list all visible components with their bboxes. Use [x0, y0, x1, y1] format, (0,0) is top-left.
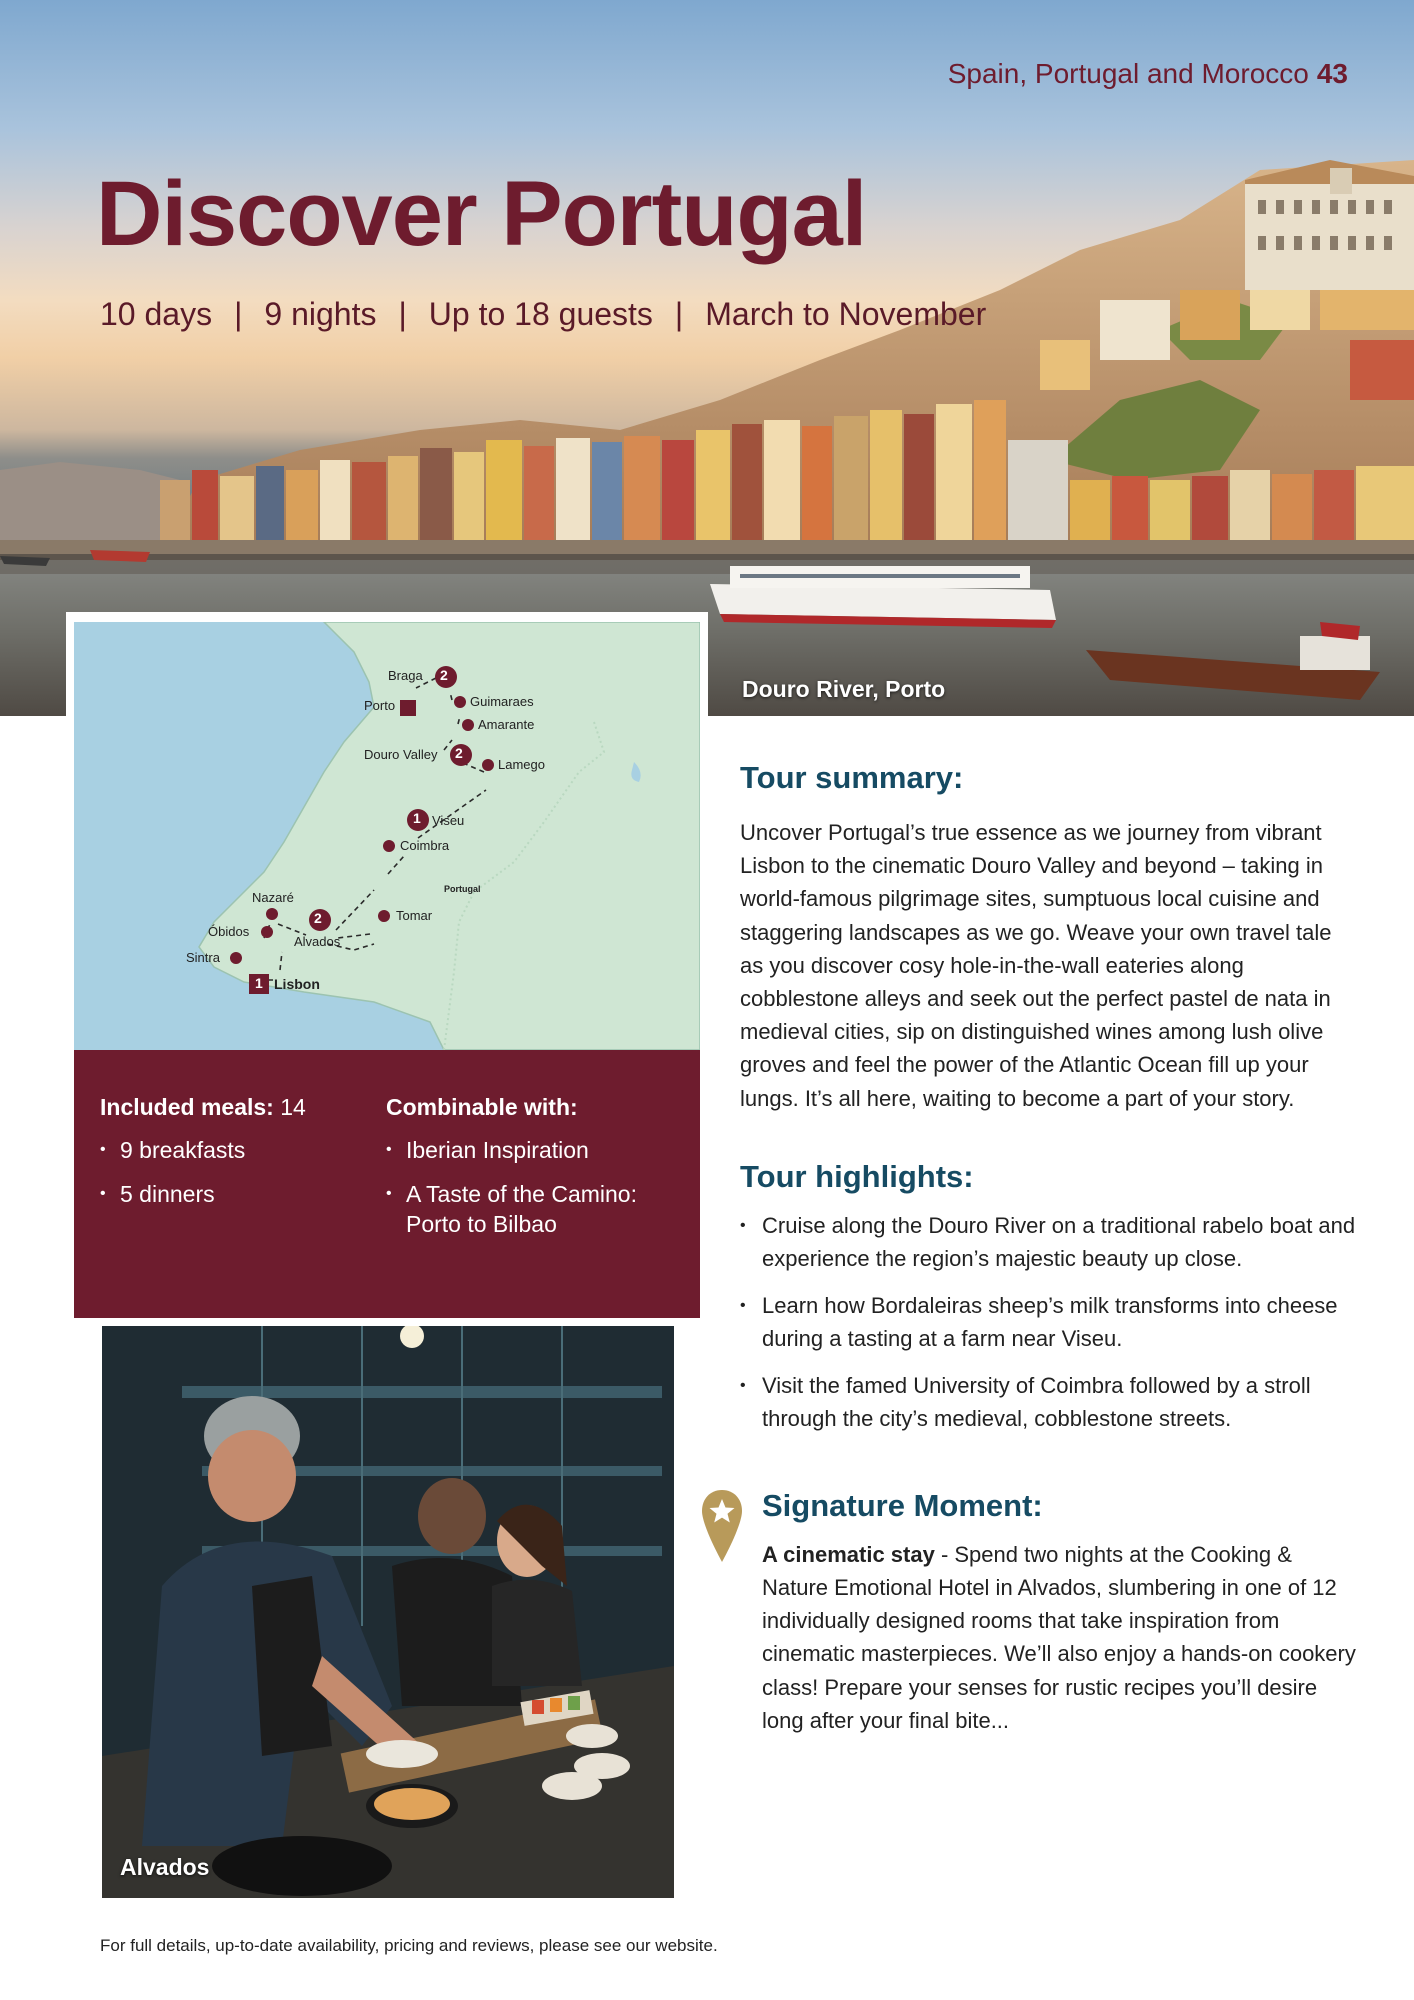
cooking-photo-caption: Alvados [120, 1854, 210, 1880]
page-number: 43 [1316, 58, 1348, 89]
map-label-coimbra: Coimbra [400, 838, 450, 853]
tour-details [740, 760, 1360, 1737]
badge-number-alvados: 2 [314, 910, 322, 926]
route-map-illustration [74, 622, 700, 1050]
combinable-tour-item: • Iberian Inspiration [386, 1135, 674, 1165]
badge-number-lisbon: 1 [255, 975, 263, 991]
tour-summary-text: Uncover Portugal’s true essence as we journey from vibrant Lisbon to the cinematic Douro Valley and beyond – taking in world-famous pilgrimage sites, sumptuous local cuisine and staggering landscapes as we go. Weave your own travel tale as you discover cosy hole-in-the-wall eateries along cobblestone alleys and seek out the perfect pastel de nata in medieval cities, sip on distinguished wines among lush olive groves and feel the power of the Atlantic Ocean fill up your lungs. It’s all here, waiting to become a part of your story. [740, 820, 1332, 1111]
section-title: Spain, Portugal and Morocco [947, 58, 1309, 89]
fact-group-size: Up to 18 guests [428, 296, 653, 332]
map-label-portugal: Portugal [444, 884, 481, 894]
tour-facts [100, 296, 986, 333]
route-card [66, 612, 708, 1308]
fact-season: March to November [705, 296, 987, 332]
star-pin-icon [700, 1488, 744, 1564]
map-label-lamego: Lamego [498, 757, 545, 772]
fact-separator: | [674, 296, 684, 332]
combinable-heading: Combinable with: [386, 1094, 578, 1120]
signature-moment-text [762, 1538, 1360, 1737]
fact-separator: | [398, 296, 407, 332]
map-marker-coimbra [383, 840, 395, 852]
map-label-nazare: Nazaré [252, 890, 294, 905]
map-label-braga: Braga [388, 668, 423, 683]
map-label-alvados: Alvados [294, 934, 341, 949]
included-meals-count: 14 [280, 1094, 306, 1120]
map-label-guimaraes: Guimaraes [470, 694, 534, 709]
route-map [74, 622, 700, 1050]
highlight-item: • Learn how Bordaleiras sheep’s milk transforms into cheese during a tasting at a farm near Viseu. [740, 1289, 1360, 1356]
map-marker-nazare [266, 908, 278, 920]
map-marker-amarante [462, 719, 474, 731]
cooking-class-photo [102, 1326, 674, 1898]
signature-moment-body: - Spend two nights at the Cooking & Nature Emotional Hotel in Alvados, slumbering in one of 12 individually designed rooms that take inspiration from cinematic masterpieces. We’ll also enjoy a hands-on cookery class! Prepare your senses for rustic recipes you’ll desire long after your final bite... [762, 1541, 1356, 1733]
map-label-viseu: Viseu [432, 813, 465, 828]
badge-number-douro-valley: 2 [455, 745, 463, 761]
signature-moment-heading: Signature Moment: [762, 1487, 1043, 1523]
hero-photo-caption: Douro River, Porto [742, 676, 946, 702]
included-meals-label: Included meals: [100, 1094, 274, 1120]
included-meals-heading [100, 1094, 388, 1121]
badge-number-braga: 2 [440, 667, 448, 683]
map-marker-porto [400, 700, 416, 716]
cooking-class-illustration [102, 1326, 674, 1898]
map-label-sintra: Sintra [186, 950, 220, 965]
map-label-tomar: Tomar [396, 908, 433, 923]
map-label-lisbon: Lisbon [274, 976, 320, 992]
combinable-tour-item: • A Taste of the Camino: Porto to Bilbao [386, 1179, 674, 1239]
page-header [948, 58, 1348, 90]
footer-note: For full details, up-to-date availability, pricing and reviews, please see our website. [100, 1936, 718, 1955]
map-label-amarante: Amarante [478, 717, 535, 732]
fact-nights: 9 nights [264, 296, 377, 332]
map-label-obidos: Óbidos [208, 924, 250, 939]
map-marker-sintra [230, 952, 242, 964]
fact-duration-days: 10 days [100, 296, 213, 332]
tour-summary [740, 760, 1360, 1115]
map-marker-guimaraes [454, 696, 466, 708]
map-marker-obidos [261, 926, 273, 938]
porto-cityscape-illustration [0, 0, 1414, 716]
highlight-item: • Visit the famed University of Coimbra followed by a stroll through the city’s medieval, cobblestone streets. [740, 1369, 1360, 1436]
meal-item: • 9 breakfasts [100, 1135, 388, 1165]
included-meals [100, 1094, 388, 1318]
signature-moment-lead: A cinematic stay [762, 1541, 935, 1567]
badge-number-viseu: 1 [413, 810, 421, 826]
hero-photo [0, 0, 1414, 716]
tour-highlights-heading: Tour highlights: [740, 1158, 974, 1194]
combinable-with [386, 1094, 674, 1318]
page-title: Discover Portugal [96, 163, 867, 265]
map-marker-tomar [378, 910, 390, 922]
map-marker-lamego [482, 759, 494, 771]
highlight-item: • Cruise along the Douro River on a traditional rabelo boat and experience the region’s majestic beauty up close. [740, 1209, 1360, 1276]
signature-moment [740, 1488, 1360, 1737]
tour-highlights [740, 1159, 1360, 1436]
fact-separator: | [234, 296, 243, 332]
map-label-porto: Porto [364, 698, 396, 713]
meal-item: • 5 dinners [100, 1179, 388, 1209]
tour-summary-heading: Tour summary: [740, 760, 964, 795]
tour-info-box [74, 1050, 700, 1318]
map-label-douro-valley: Douro Valley [364, 747, 438, 762]
